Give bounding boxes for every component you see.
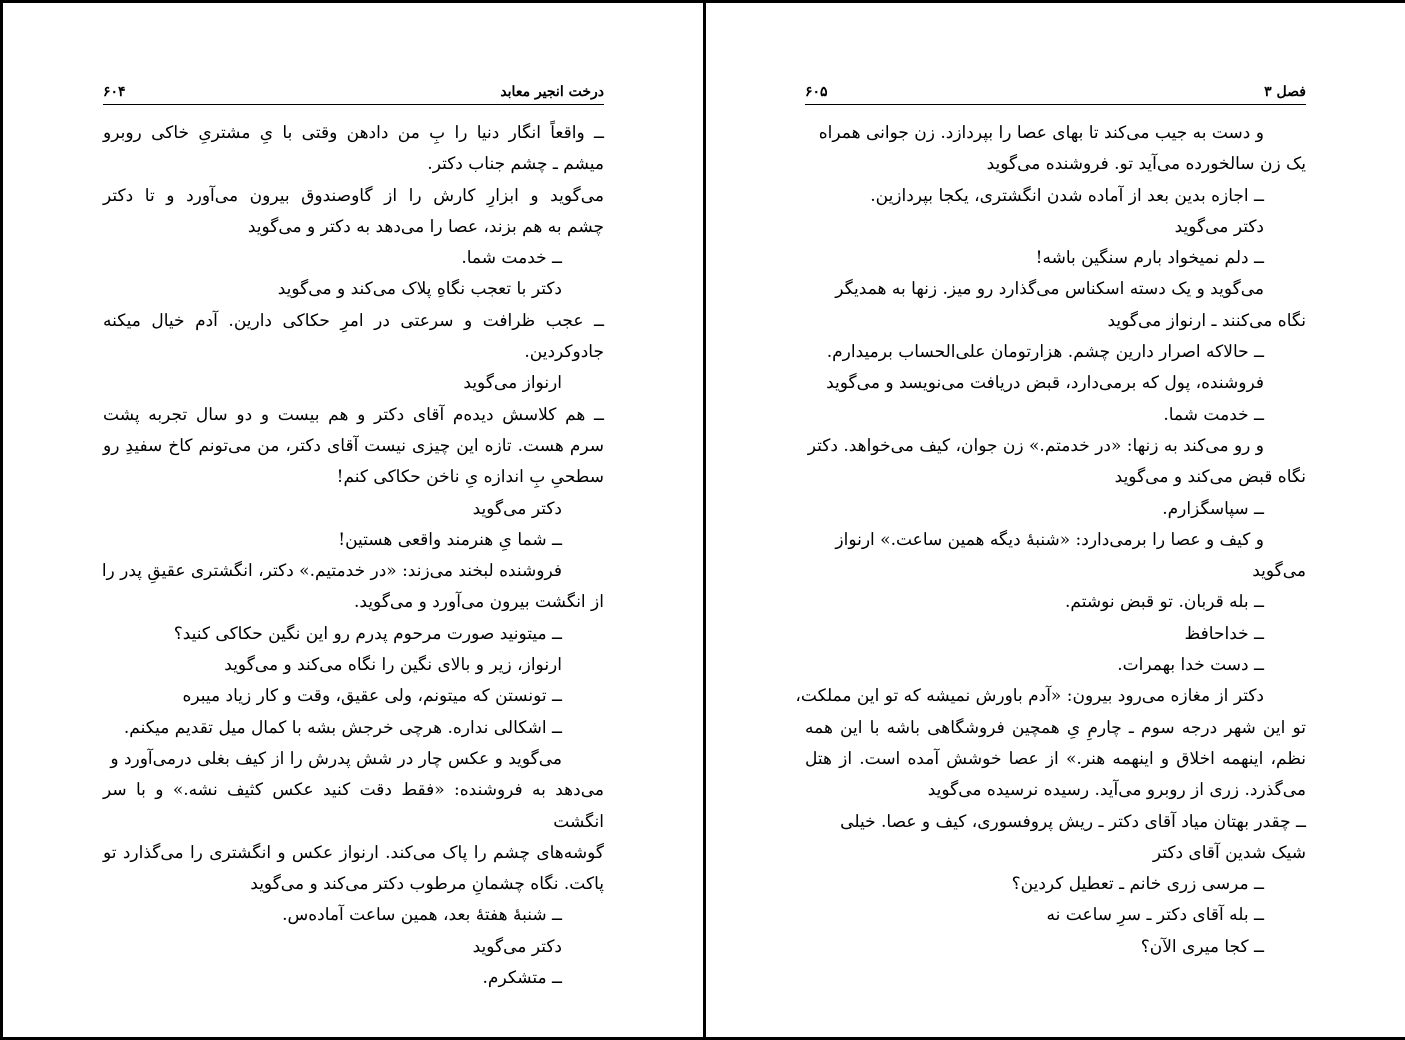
left-page-text-line: دکتر می‌گوید [472,498,562,519]
right-page-text-line: ــ دست خدا بهمرات. [1117,655,1264,676]
right-page-text-line: می‌گذرد. زری از روبرو می‌آید. رسیده نرسیده می‌گوید [927,780,1306,801]
left-running-title: درخت انجیر معابد [500,84,604,100]
right-page-text-line: نگاه می‌کنند ـ ارنواز می‌گوید [1107,310,1306,331]
left-page-text-line: ــ واقعاً انگار دنیا را بِ من دادهن وقتی با یِ مشتریِ خاکی روبرو [103,123,604,143]
left-page-text-line: ــ متشکرم. [482,968,562,989]
right-running-title: فصل ۳ [1264,84,1306,100]
left-page-text-line: ــ میتونید صورت مرحوم پدرم رو این نگین حکاکی کنید؟ [173,623,562,644]
right-page-text-line: دکتر از مغازه می‌رود بیرون: «آدم باورش نمیشه که تو این مملکت، [795,686,1264,707]
right-page-text-line: ــ دلم نمیخواد بارم سنگین باشه! [1035,248,1264,269]
left-page-text-line: گوشه‌های چشم را پاک می‌کند. ارنواز عکس و انگشتری را می‌گذارد تو [103,842,604,863]
left-page-text-line: پاکت. نگاه چشمانِ مرطوب دکتر می‌کند و می‌گوید [250,874,604,895]
book-spine-divider [703,0,706,1040]
left-page-text-line: ارنواز می‌گوید [463,373,562,394]
right-page-text-line: ــ اجازه بدین بعد از آماده شدن انگشتری، یکجا بپردازین. [870,185,1264,206]
left-page-text-line: ــ شنبهٔ هفتهٔ بعد، همین ساعت آماده‌س. [282,905,562,926]
right-page-text-line: نظم، اینهمه اخلاق و اینهمه هنر.» از عصا خوشش آمده است. از هتل [805,748,1306,769]
left-page-text-line: دکتر با تعجب نگاهِ پلاک می‌کند و می‌گوید [277,279,562,300]
left-page-text-line: میشم ـ چشم جناب دکتر. [427,154,604,175]
right-page-text-line: فروشنده، پول که برمی‌دارد، قبض دریافت می‌نویسد و می‌گوید [826,373,1264,394]
left-page-text-line: سطحیِ بِ اندازه یِ ناخن حکاکی کنم! [336,467,604,488]
left-page-number: ۶۰۴ [103,84,126,100]
right-page-text-line: ــ حالاکه اصرار دارین چشم. هزارتومان علی‌الحساب برمیدارم. [826,342,1264,363]
left-page-header [103,82,604,102]
left-page-text-line: می‌گوید و عکس چار در شش پدرش را از کیف بغلی درمی‌آورد و [110,748,562,769]
left-page-text-line: ــ تونستن که میتونم، ولی عقیق، وقت و کار زیاد میبره [182,686,562,707]
left-page-text-line: فروشنده لبخند می‌زند: «در خدمتیم.» دکتر، انگشتری عقیقِ پدر را [101,561,562,582]
left-page-text-line: ــ خدمت شما. [461,248,562,269]
right-header-rule [805,104,1306,105]
right-page-header [805,82,1306,102]
left-page-text-line: ــ عجب ظرافت و سرعتی در امرِ حکاکی دارین. آدم خیال میکنه [103,310,604,331]
right-page-text-line: و کیف و عصا را برمی‌دارد: «شنبهٔ دیگه همین ساعت.» ارنواز [835,529,1264,550]
right-page-body [795,118,1306,963]
right-page-text-line: و دست به جیب می‌کند تا بهای عصا را بپردازد. زن جوانی همراه [818,123,1264,143]
left-page-text-line: ارنواز، زیر و بالای نگین را نگاه می‌کند و می‌گوید [224,655,562,676]
right-page-text-line: نگاه قبض می‌کند و می‌گوید [1114,467,1306,488]
right-page-text-line: یک زن سالخورده می‌آید تو. فروشنده می‌گوید [986,154,1306,175]
right-page-text-line: ــ بله آقای دکتر ـ سرِ ساعت نه [1046,905,1264,926]
right-page-text-line: می‌گوید و یک دسته اسکناس می‌گذارد رو میز. زنها به همدیگر [835,279,1264,300]
right-page-text-line: ــ چقدر بهتان میاد آقای دکتر ـ ریش پروفسوری، کیف و عصا. خیلی [840,811,1306,832]
right-page-text-line: ــ سپاسگزارم. [1162,498,1264,519]
left-page-text-line: دکتر می‌گوید [472,936,562,957]
right-page-text-line: ــ خداحافظ [1184,623,1264,644]
left-page-text-line: ــ اشکالی نداره. هرچی خرجش بشه با کمال میل تقدیم میکنم. [123,717,562,738]
left-header-rule [103,104,604,105]
left-page-text-line: ــ هم کلاسش دیده‌م آقای دکتر و هم بیست و دو سال تجربه پشت [103,404,604,425]
right-page-text-line: ــ بله قربان. تو قبض نوشتم. [1065,592,1264,613]
right-page-text-line: ــ مرسی زری خانم ـ تعطیل کردین؟ [1011,874,1264,895]
left-page-body [103,118,604,994]
right-page-number: ۶۰۵ [805,84,828,100]
left-page-text-line: می‌دهد به فروشنده: «فقط دقت کنید عکس کثیف نشه.» و با سر انگشت [103,780,604,832]
right-page-text-line: می‌گوید [1252,561,1306,582]
right-page-text-line: ــ کجا میری الآن؟ [1140,936,1264,957]
left-page-text-line: از انگشت بیرون می‌آورد و می‌گوید. [354,592,604,613]
left-page-text-line: سرم هست. تازه این چیزی نیست آقای دکتر، من می‌تونم کاخ سفیدِ رو [103,435,604,456]
right-page-text-line: شیک شدین آقای دکتر [1152,842,1306,863]
right-page-text-line: تو این شهر درجه سوم ـ چارمِ یِ همچین فروشگاهی باشه با این همه [805,717,1306,738]
left-page-text-line: ــ شما یِ هنرمند واقعی هستین! [338,529,562,550]
right-page-text-line: و رو می‌کند به زنها: «در خدمتم.» زن جوان، کیف می‌خواهد. دکتر [807,435,1264,456]
right-page-text-line: ــ خدمت شما. [1163,404,1264,425]
left-page-text-line: چشم به هم بزند، عصا را می‌دهد به دکتر و می‌گوید [247,216,604,237]
left-page-text-line: جادوکردین. [524,342,604,363]
right-page-text-line: دکتر می‌گوید [1174,216,1264,237]
left-page-text-line: می‌گوید و ابزارِ کارش را از گاوصندوق بیرون می‌آورد و تا دکتر [103,185,604,206]
